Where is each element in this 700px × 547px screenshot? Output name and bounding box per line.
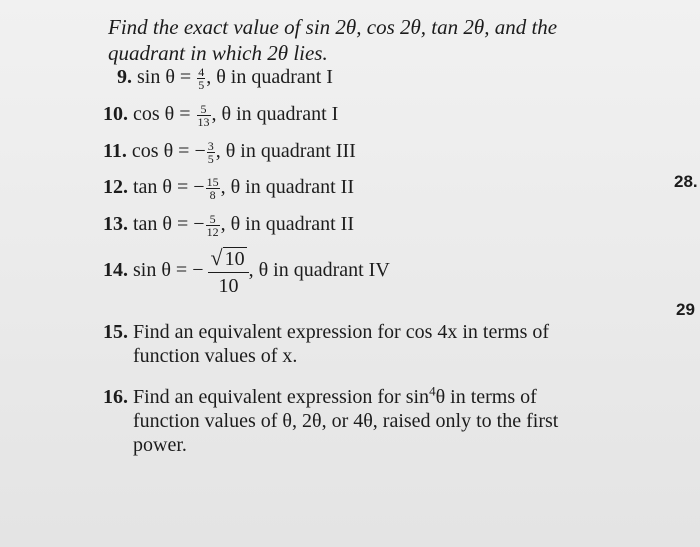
instructions-line-2: quadrant in which 2θ lies. <box>108 41 328 65</box>
fraction <box>197 103 211 128</box>
exercise-sign: − <box>192 259 204 282</box>
exercise-function: cos θ = <box>131 140 190 163</box>
fraction <box>197 66 205 91</box>
fraction-numerator: 10 <box>224 248 245 270</box>
exercise-14 <box>103 246 390 297</box>
fraction-numerator: 3 <box>207 139 214 153</box>
exercise-number: 12. <box>103 176 128 199</box>
exercise-9 <box>117 66 333 91</box>
problem-line-3: power. <box>133 434 187 456</box>
fraction-denominator: 10 <box>208 272 248 297</box>
problem-line-1a: Find an equivalent expression for sin <box>133 386 430 408</box>
exponent: 4 <box>429 383 436 399</box>
exercise-number: 10. <box>103 103 128 126</box>
fraction <box>207 140 215 165</box>
problem-number: 16. <box>103 386 128 408</box>
exercise-11 <box>103 140 356 165</box>
problem-line-2: function values of θ, 2θ, or 4θ, raised only to the first <box>133 410 559 432</box>
fraction <box>206 176 220 201</box>
exercise-sign: − <box>193 213 205 236</box>
fraction-numerator: 5 <box>200 102 207 116</box>
exercise-condition: , θ in quadrant II <box>220 213 355 236</box>
exercise-sign: − <box>194 140 206 163</box>
radical-fraction <box>208 246 248 297</box>
exercise-number: 11. <box>103 140 127 163</box>
problem-16 <box>103 385 558 457</box>
margin-number-28: 28. <box>674 172 698 191</box>
margin-number-29: 29 <box>676 300 695 319</box>
exercise-condition: , θ in quadrant III <box>215 140 356 163</box>
problem-line-1b: θ in terms of <box>435 386 537 408</box>
exercise-condition: , θ in quadrant II <box>220 176 355 199</box>
exercise-sign: − <box>193 176 205 199</box>
exercise-function: sin θ = <box>133 259 188 282</box>
fraction-numerator: 4 <box>198 65 205 79</box>
fraction-denominator: 5 <box>207 152 214 166</box>
exercise-12 <box>103 176 354 201</box>
exercise-13 <box>103 213 354 238</box>
exercise-function: tan θ = <box>133 213 189 236</box>
exercise-function: tan θ = <box>133 176 189 199</box>
fraction-denominator: 12 <box>206 225 219 239</box>
fraction-denominator: 5 <box>198 78 205 92</box>
fraction-denominator: 8 <box>206 188 220 201</box>
square-root-icon: √ <box>210 245 223 270</box>
exercise-function: cos θ = <box>133 103 191 126</box>
fraction-denominator: 13 <box>197 115 210 129</box>
exercise-number: 13. <box>103 213 128 236</box>
exercise-function: sin θ = <box>137 66 192 89</box>
problem-line-1: Find an equivalent expression for cos 4x in terms of <box>133 321 550 343</box>
exercise-10 <box>103 103 338 128</box>
exercise-number: 14. <box>103 259 128 282</box>
fraction-numerator: 15 <box>206 175 219 189</box>
problem-line-2: function values of x. <box>133 345 298 367</box>
exercise-condition: , θ in quadrant I <box>206 66 333 89</box>
exercise-condition: , θ in quadrant IV <box>248 259 390 282</box>
instructions-line-1: Find the exact value of sin 2θ, cos 2θ, tan 2θ, and the <box>108 15 558 39</box>
fraction <box>206 213 220 238</box>
problem-15 <box>103 320 549 368</box>
problem-number: 15. <box>103 321 128 343</box>
fraction-numerator: 5 <box>209 212 216 226</box>
exercise-number: 9. <box>117 66 132 89</box>
exercise-condition: , θ in quadrant I <box>211 103 339 126</box>
